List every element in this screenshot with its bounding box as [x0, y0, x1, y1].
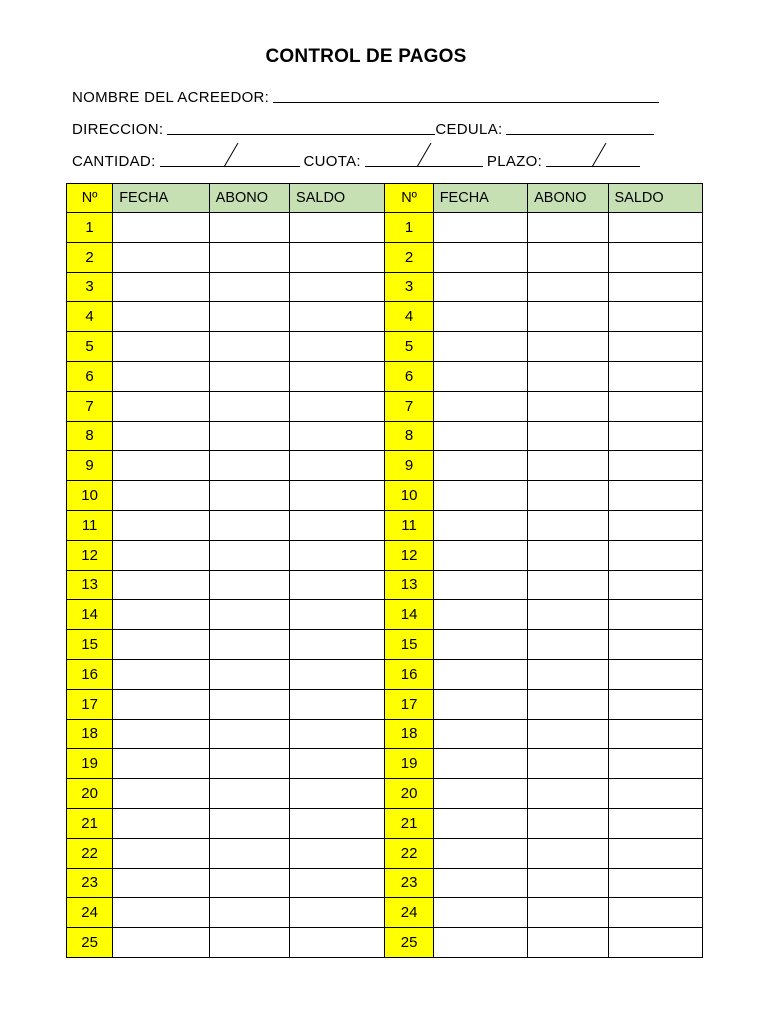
saldo-cell-right[interactable]: [608, 332, 703, 362]
abono-cell-left[interactable]: [209, 779, 289, 809]
acreedor-field[interactable]: [273, 88, 659, 103]
cantidad-row: [72, 148, 640, 170]
row-number-right: 1: [385, 213, 433, 243]
abono-cell-left[interactable]: [209, 540, 289, 570]
table-row: [67, 719, 703, 749]
abono-cell-left[interactable]: [209, 749, 289, 779]
abono-cell-right[interactable]: [528, 600, 608, 630]
saldo-cell-left[interactable]: [290, 391, 385, 421]
row-number-right: 21: [385, 808, 433, 838]
fecha-cell-right[interactable]: [433, 808, 527, 838]
row-number-right: 11: [385, 510, 433, 540]
fecha-cell-right[interactable]: [433, 719, 527, 749]
abono-cell-right[interactable]: [528, 242, 608, 272]
saldo-cell-left[interactable]: [290, 838, 385, 868]
saldo-cell-left[interactable]: [290, 749, 385, 779]
row-number-right: 22: [385, 838, 433, 868]
fecha-cell-right[interactable]: [433, 510, 527, 540]
fecha-cell-left[interactable]: [113, 272, 209, 302]
saldo-cell-right[interactable]: [608, 868, 703, 898]
abono-cell-left[interactable]: [209, 898, 289, 928]
slash-mark: [415, 142, 433, 168]
fecha-cell-right[interactable]: [433, 302, 527, 332]
table-row: [67, 749, 703, 779]
abono-cell-left[interactable]: [209, 868, 289, 898]
saldo-cell-left[interactable]: [290, 421, 385, 451]
fecha-cell-right[interactable]: [433, 838, 527, 868]
header-number-left: Nº: [67, 184, 113, 213]
fecha-cell-right[interactable]: [433, 749, 527, 779]
row-number-left: 2: [67, 242, 113, 272]
row-number-left: 7: [67, 391, 113, 421]
fecha-cell-left[interactable]: [113, 838, 209, 868]
fecha-cell-left[interactable]: [113, 630, 209, 660]
row-number-left: 8: [67, 421, 113, 451]
table-row: [67, 570, 703, 600]
saldo-cell-left[interactable]: [290, 868, 385, 898]
abono-cell-left[interactable]: [209, 570, 289, 600]
saldo-cell-right[interactable]: [608, 838, 703, 868]
abono-cell-left[interactable]: [209, 928, 289, 958]
row-number-right: 6: [385, 361, 433, 391]
row-number-right: 5: [385, 332, 433, 362]
table-row: [67, 242, 703, 272]
saldo-cell-left[interactable]: [290, 689, 385, 719]
row-number-left: 25: [67, 928, 113, 958]
plazo-field[interactable]: [546, 152, 640, 167]
fecha-cell-right[interactable]: [433, 689, 527, 719]
table-row: [67, 421, 703, 451]
abono-cell-right[interactable]: [528, 391, 608, 421]
abono-cell-left[interactable]: [209, 213, 289, 243]
saldo-cell-right[interactable]: [608, 630, 703, 660]
saldo-cell-left[interactable]: [290, 570, 385, 600]
abono-cell-right[interactable]: [528, 808, 608, 838]
fecha-cell-right[interactable]: [433, 659, 527, 689]
saldo-cell-left[interactable]: [290, 272, 385, 302]
abono-cell-right[interactable]: [528, 928, 608, 958]
acreedor-label: NOMBRE DEL ACREEDOR:: [72, 89, 270, 106]
abono-cell-right[interactable]: [528, 361, 608, 391]
cedula-label: CEDULA:: [435, 121, 503, 138]
row-number-right: 20: [385, 779, 433, 809]
row-number-right: 19: [385, 749, 433, 779]
row-number-left: 3: [67, 272, 113, 302]
abono-cell-right[interactable]: [528, 540, 608, 570]
row-number-right: 8: [385, 421, 433, 451]
fecha-cell-left[interactable]: [113, 361, 209, 391]
saldo-cell-right[interactable]: [608, 272, 703, 302]
saldo-cell-left[interactable]: [290, 213, 385, 243]
saldo-cell-right[interactable]: [608, 779, 703, 809]
page-title: CONTROL DE PAGOS: [265, 46, 467, 67]
saldo-cell-right[interactable]: [608, 213, 703, 243]
saldo-cell-right[interactable]: [608, 242, 703, 272]
saldo-cell-left[interactable]: [290, 481, 385, 511]
acreedor-row: [72, 84, 659, 106]
fecha-cell-right[interactable]: [433, 540, 527, 570]
fecha-cell-right[interactable]: [433, 868, 527, 898]
table-row: [67, 272, 703, 302]
table-row: [67, 928, 703, 958]
saldo-cell-left[interactable]: [290, 332, 385, 362]
fecha-cell-right[interactable]: [433, 421, 527, 451]
saldo-cell-left[interactable]: [290, 361, 385, 391]
fecha-cell-right[interactable]: [433, 481, 527, 511]
saldo-cell-right[interactable]: [608, 659, 703, 689]
cedula-field[interactable]: [506, 120, 654, 135]
table-row: [67, 630, 703, 660]
table-row: [67, 540, 703, 570]
abono-cell-left[interactable]: [209, 510, 289, 540]
row-number-right: 2: [385, 242, 433, 272]
fecha-cell-right[interactable]: [433, 391, 527, 421]
fecha-cell-left[interactable]: [113, 213, 209, 243]
abono-cell-left[interactable]: [209, 361, 289, 391]
abono-cell-right[interactable]: [528, 510, 608, 540]
row-number-right: 3: [385, 272, 433, 302]
fecha-cell-right[interactable]: [433, 332, 527, 362]
fecha-cell-right[interactable]: [433, 928, 527, 958]
abono-cell-right[interactable]: [528, 481, 608, 511]
fecha-cell-left[interactable]: [113, 600, 209, 630]
abono-cell-right[interactable]: [528, 302, 608, 332]
saldo-cell-left[interactable]: [290, 898, 385, 928]
table-row: [67, 898, 703, 928]
table-row: [67, 600, 703, 630]
row-number-left: 17: [67, 689, 113, 719]
fecha-cell-left[interactable]: [113, 391, 209, 421]
fecha-cell-left[interactable]: [113, 928, 209, 958]
fecha-cell-right[interactable]: [433, 898, 527, 928]
row-number-right: 12: [385, 540, 433, 570]
header-saldo-left: SALDO: [290, 184, 385, 213]
saldo-cell-right[interactable]: [608, 570, 703, 600]
row-number-left: 16: [67, 659, 113, 689]
abono-cell-left[interactable]: [209, 272, 289, 302]
fecha-cell-left[interactable]: [113, 451, 209, 481]
fecha-cell-left[interactable]: [113, 868, 209, 898]
row-number-right: 7: [385, 391, 433, 421]
abono-cell-left[interactable]: [209, 719, 289, 749]
abono-cell-right[interactable]: [528, 421, 608, 451]
saldo-cell-right[interactable]: [608, 749, 703, 779]
row-number-right: 15: [385, 630, 433, 660]
direccion-field[interactable]: [167, 120, 435, 135]
fecha-cell-left[interactable]: [113, 898, 209, 928]
abono-cell-left[interactable]: [209, 391, 289, 421]
row-number-left: 13: [67, 570, 113, 600]
saldo-cell-right[interactable]: [608, 898, 703, 928]
fecha-cell-left[interactable]: [113, 540, 209, 570]
fecha-cell-left[interactable]: [113, 302, 209, 332]
row-number-right: 23: [385, 868, 433, 898]
row-number-right: 4: [385, 302, 433, 332]
row-number-right: 10: [385, 481, 433, 511]
table-row: [67, 659, 703, 689]
saldo-cell-right[interactable]: [608, 481, 703, 511]
abono-cell-right[interactable]: [528, 659, 608, 689]
row-number-left: 4: [67, 302, 113, 332]
row-number-left: 22: [67, 838, 113, 868]
saldo-cell-right[interactable]: [608, 421, 703, 451]
fecha-cell-left[interactable]: [113, 332, 209, 362]
fecha-cell-left[interactable]: [113, 689, 209, 719]
saldo-cell-left[interactable]: [290, 928, 385, 958]
slash-mark: [590, 142, 608, 168]
abono-cell-left[interactable]: [209, 451, 289, 481]
row-number-right: 17: [385, 689, 433, 719]
abono-cell-left[interactable]: [209, 659, 289, 689]
table-row: [67, 391, 703, 421]
abono-cell-left[interactable]: [209, 689, 289, 719]
row-number-left: 10: [67, 481, 113, 511]
row-number-left: 11: [67, 510, 113, 540]
saldo-cell-left[interactable]: [290, 719, 385, 749]
header-fecha-right: FECHA: [433, 184, 527, 213]
saldo-cell-right[interactable]: [608, 391, 703, 421]
abono-cell-left[interactable]: [209, 808, 289, 838]
saldo-cell-left[interactable]: [290, 242, 385, 272]
fecha-cell-left[interactable]: [113, 510, 209, 540]
row-number-left: 12: [67, 540, 113, 570]
table-row: [67, 838, 703, 868]
table-header-row: [67, 184, 703, 213]
table-row: [67, 868, 703, 898]
saldo-cell-right[interactable]: [608, 928, 703, 958]
row-number-right: 13: [385, 570, 433, 600]
fecha-cell-left[interactable]: [113, 570, 209, 600]
abono-cell-right[interactable]: [528, 749, 608, 779]
row-number-left: 21: [67, 808, 113, 838]
payments-table: [66, 183, 703, 958]
row-number-right: 18: [385, 719, 433, 749]
abono-cell-left[interactable]: [209, 630, 289, 660]
slash-mark: [222, 142, 240, 168]
fecha-cell-left[interactable]: [113, 481, 209, 511]
abono-cell-right[interactable]: [528, 272, 608, 302]
header-abono-left: ABONO: [209, 184, 289, 213]
fecha-cell-right[interactable]: [433, 600, 527, 630]
abono-cell-right[interactable]: [528, 332, 608, 362]
saldo-cell-right[interactable]: [608, 540, 703, 570]
fecha-cell-left[interactable]: [113, 421, 209, 451]
fecha-cell-left[interactable]: [113, 779, 209, 809]
saldo-cell-left[interactable]: [290, 779, 385, 809]
abono-cell-left[interactable]: [209, 421, 289, 451]
cuota-field[interactable]: [365, 152, 483, 167]
table-row: [67, 808, 703, 838]
row-number-left: 14: [67, 600, 113, 630]
row-number-left: 5: [67, 332, 113, 362]
saldo-cell-right[interactable]: [608, 451, 703, 481]
header-number-right: Nº: [385, 184, 433, 213]
saldo-cell-left[interactable]: [290, 808, 385, 838]
row-number-right: 25: [385, 928, 433, 958]
direccion-label: DIRECCION:: [72, 121, 164, 138]
abono-cell-right[interactable]: [528, 451, 608, 481]
abono-cell-right[interactable]: [528, 630, 608, 660]
table-row: [67, 451, 703, 481]
table-row: [67, 481, 703, 511]
abono-cell-right[interactable]: [528, 779, 608, 809]
table-row: [67, 779, 703, 809]
abono-cell-right[interactable]: [528, 689, 608, 719]
fecha-cell-right[interactable]: [433, 570, 527, 600]
fecha-cell-right[interactable]: [433, 272, 527, 302]
saldo-cell-right[interactable]: [608, 808, 703, 838]
abono-cell-left[interactable]: [209, 302, 289, 332]
fecha-cell-left[interactable]: [113, 242, 209, 272]
table-row: [67, 510, 703, 540]
header-fecha-left: FECHA: [113, 184, 209, 213]
cantidad-label: CANTIDAD:: [72, 153, 156, 170]
row-number-left: 19: [67, 749, 113, 779]
row-number-left: 24: [67, 898, 113, 928]
fecha-cell-right[interactable]: [433, 451, 527, 481]
row-number-left: 18: [67, 719, 113, 749]
saldo-cell-left[interactable]: [290, 659, 385, 689]
abono-cell-right[interactable]: [528, 838, 608, 868]
fecha-cell-right[interactable]: [433, 779, 527, 809]
saldo-cell-right[interactable]: [608, 719, 703, 749]
fecha-cell-left[interactable]: [113, 749, 209, 779]
table-row: [67, 689, 703, 719]
saldo-cell-right[interactable]: [608, 600, 703, 630]
fecha-cell-left[interactable]: [113, 719, 209, 749]
abono-cell-left[interactable]: [209, 242, 289, 272]
fecha-cell-left[interactable]: [113, 659, 209, 689]
saldo-cell-left[interactable]: [290, 302, 385, 332]
table-row: [67, 361, 703, 391]
abono-cell-left[interactable]: [209, 600, 289, 630]
header-abono-right: ABONO: [528, 184, 608, 213]
saldo-cell-left[interactable]: [290, 451, 385, 481]
fecha-cell-right[interactable]: [433, 361, 527, 391]
header-saldo-right: SALDO: [608, 184, 703, 213]
abono-cell-left[interactable]: [209, 838, 289, 868]
abono-cell-right[interactable]: [528, 719, 608, 749]
row-number-left: 15: [67, 630, 113, 660]
row-number-right: 16: [385, 659, 433, 689]
row-number-left: 9: [67, 451, 113, 481]
fecha-cell-left[interactable]: [113, 808, 209, 838]
direccion-row: [72, 116, 654, 138]
saldo-cell-left[interactable]: [290, 510, 385, 540]
table-row: [67, 213, 703, 243]
fecha-cell-right[interactable]: [433, 242, 527, 272]
abono-cell-right[interactable]: [528, 570, 608, 600]
abono-cell-right[interactable]: [528, 213, 608, 243]
fecha-cell-right[interactable]: [433, 630, 527, 660]
row-number-left: 23: [67, 868, 113, 898]
abono-cell-left[interactable]: [209, 481, 289, 511]
row-number-left: 6: [67, 361, 113, 391]
row-number-left: 20: [67, 779, 113, 809]
abono-cell-left[interactable]: [209, 332, 289, 362]
table-row: [67, 302, 703, 332]
abono-cell-right[interactable]: [528, 898, 608, 928]
saldo-cell-right[interactable]: [608, 689, 703, 719]
saldo-cell-right[interactable]: [608, 361, 703, 391]
fecha-cell-right[interactable]: [433, 213, 527, 243]
abono-cell-right[interactable]: [528, 868, 608, 898]
cantidad-field[interactable]: [160, 152, 300, 167]
row-number-right: 14: [385, 600, 433, 630]
saldo-cell-left[interactable]: [290, 600, 385, 630]
row-number-right: 24: [385, 898, 433, 928]
row-number-right: 9: [385, 451, 433, 481]
cuota-label: CUOTA:: [303, 153, 361, 170]
row-number-left: 1: [67, 213, 113, 243]
saldo-cell-right[interactable]: [608, 510, 703, 540]
saldo-cell-right[interactable]: [608, 302, 703, 332]
saldo-cell-left[interactable]: [290, 540, 385, 570]
saldo-cell-left[interactable]: [290, 630, 385, 660]
table-row: [67, 332, 703, 362]
plazo-label: PLAZO:: [486, 153, 543, 170]
